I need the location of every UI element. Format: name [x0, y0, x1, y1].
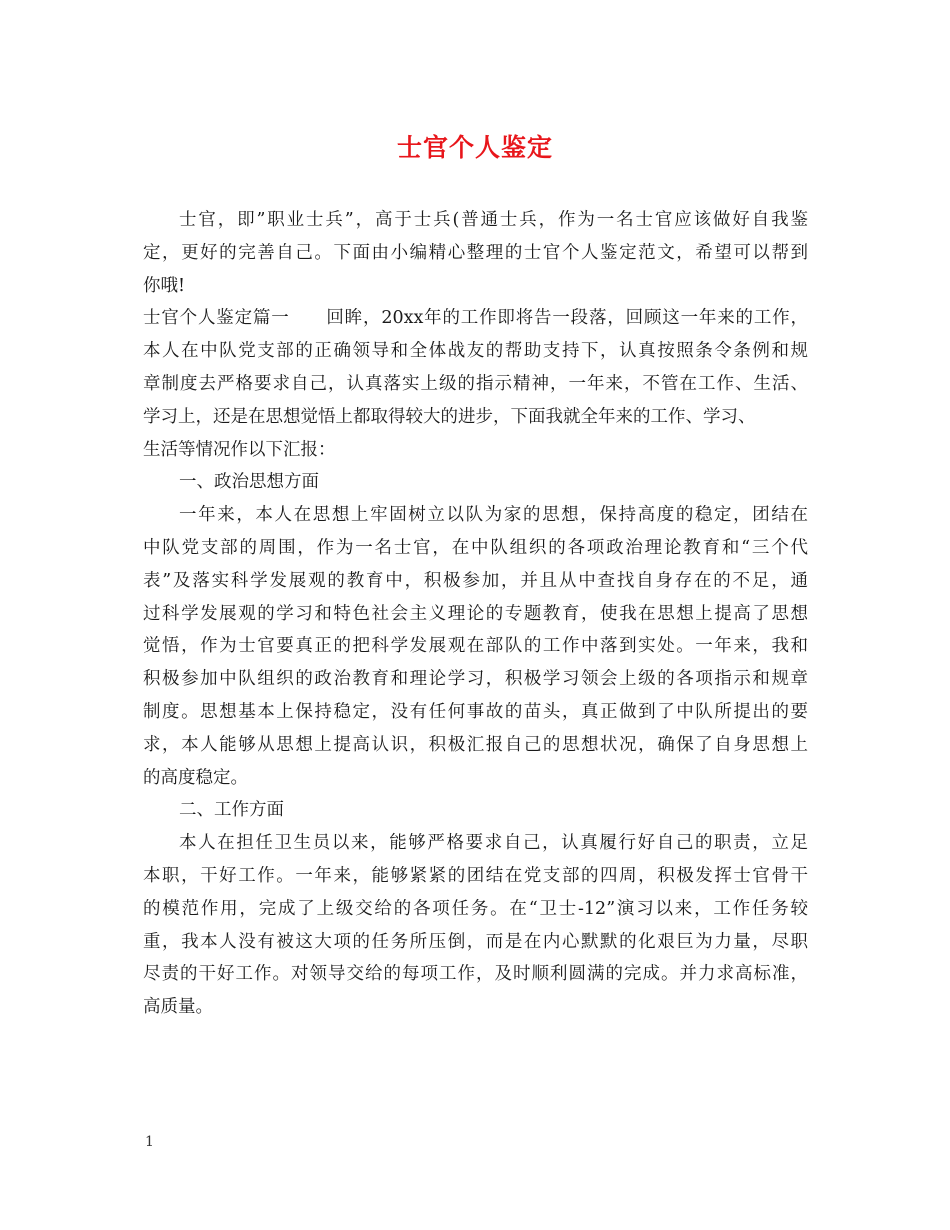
- paragraph-line: 你哦!: [143, 275, 186, 296]
- paragraph-line: 制度。思想基本上保持稳定，没有任何事故的苗头，真正做到了中队所提出的要: [143, 701, 808, 722]
- section-intro-line: [143, 302, 808, 335]
- paragraph-line: 尽责的干好工作。对领导交给的每项工作，及时顺利圆满的完成。并力求高标准，: [143, 964, 808, 985]
- paragraph-line: 定，更好的完善自己。下面由小编精心整理的士官个人鉴定范文，希望可以帮到: [143, 242, 808, 263]
- page-number: 1: [145, 1134, 154, 1150]
- paragraph-text: 回眸，20xx年的工作即将告一段落，回顾这一年来的工作，: [325, 308, 808, 329]
- paragraph-line: 表”及落实科学发展观的教育中，积极参加，并且从中查找自身存在的不足，通: [143, 570, 808, 591]
- paragraph-line: 的模范作用，完成了上级交给的各项任务。在“卫士-12”演习以来，工作任务较: [143, 898, 808, 919]
- paragraph-line: 重，我本人没有被这大项的任务所压倒，而是在内心默默的化艰巨为力量，尽职: [143, 931, 808, 952]
- section-heading: 士官个人鉴定篇一: [143, 308, 290, 329]
- paragraph-line: 学习上，还是在思想觉悟上都取得较大的进步，下面我就全年来的工作、学习、: [143, 406, 756, 427]
- document-title: 士官个人鉴定: [396, 133, 553, 162]
- paragraph-line: 本人在担任卫生员以来，能够严格要求自己，认真履行好自己的职责，立足: [179, 833, 808, 854]
- paragraph-line: 本职，干好工作。一年来，能够紧紧的团结在党支部的四周，积极发挥士官骨干: [143, 865, 808, 886]
- paragraph-line: 觉悟，作为士官要真正的把科学发展观在部队的工作中落到实处。一年来，我和: [143, 636, 808, 657]
- paragraph-line: 高质量。: [143, 997, 213, 1018]
- paragraph-line: 一年来，本人在思想上牢固树立以队为家的思想，保持高度的稳定，团结在: [179, 505, 808, 526]
- paragraph-line: 过科学发展观的学习和特色社会主义理论的专题教育，使我在思想上提高了思想: [143, 603, 808, 624]
- paragraph-line: 求，本人能够从思想上提高认识，积极汇报自己的思想状况，确保了自身思想上: [143, 734, 808, 755]
- paragraph-line: 的高度稳定。: [143, 767, 248, 788]
- paragraph-line: 中队党支部的周围，作为一名士官，在中队组织的各项政治理论教育和“三个代: [143, 537, 808, 558]
- paragraph-line: 士官，即”职业士兵”，高于士兵(普通士兵，作为一名士官应该做好自我鉴: [179, 210, 808, 230]
- document-body: [143, 204, 808, 1024]
- paragraph-line: 生活等情况作以下汇报：: [143, 439, 336, 460]
- subsection-heading: 二、工作方面: [179, 800, 284, 821]
- paragraph-line: 章制度去严格要求自己，认真落实上级的指示精神，一年来，不管在工作、生活、: [143, 373, 808, 394]
- subsection-heading: 一、政治思想方面: [179, 472, 319, 493]
- paragraph-line: 积极参加中队组织的政治教育和理论学习，积极学习领会上级的各项指示和规章: [143, 669, 808, 690]
- paragraph-line: 本人在中队党支部的正确领导和全体战友的帮助支持下，认真按照条令条例和规: [143, 341, 808, 362]
